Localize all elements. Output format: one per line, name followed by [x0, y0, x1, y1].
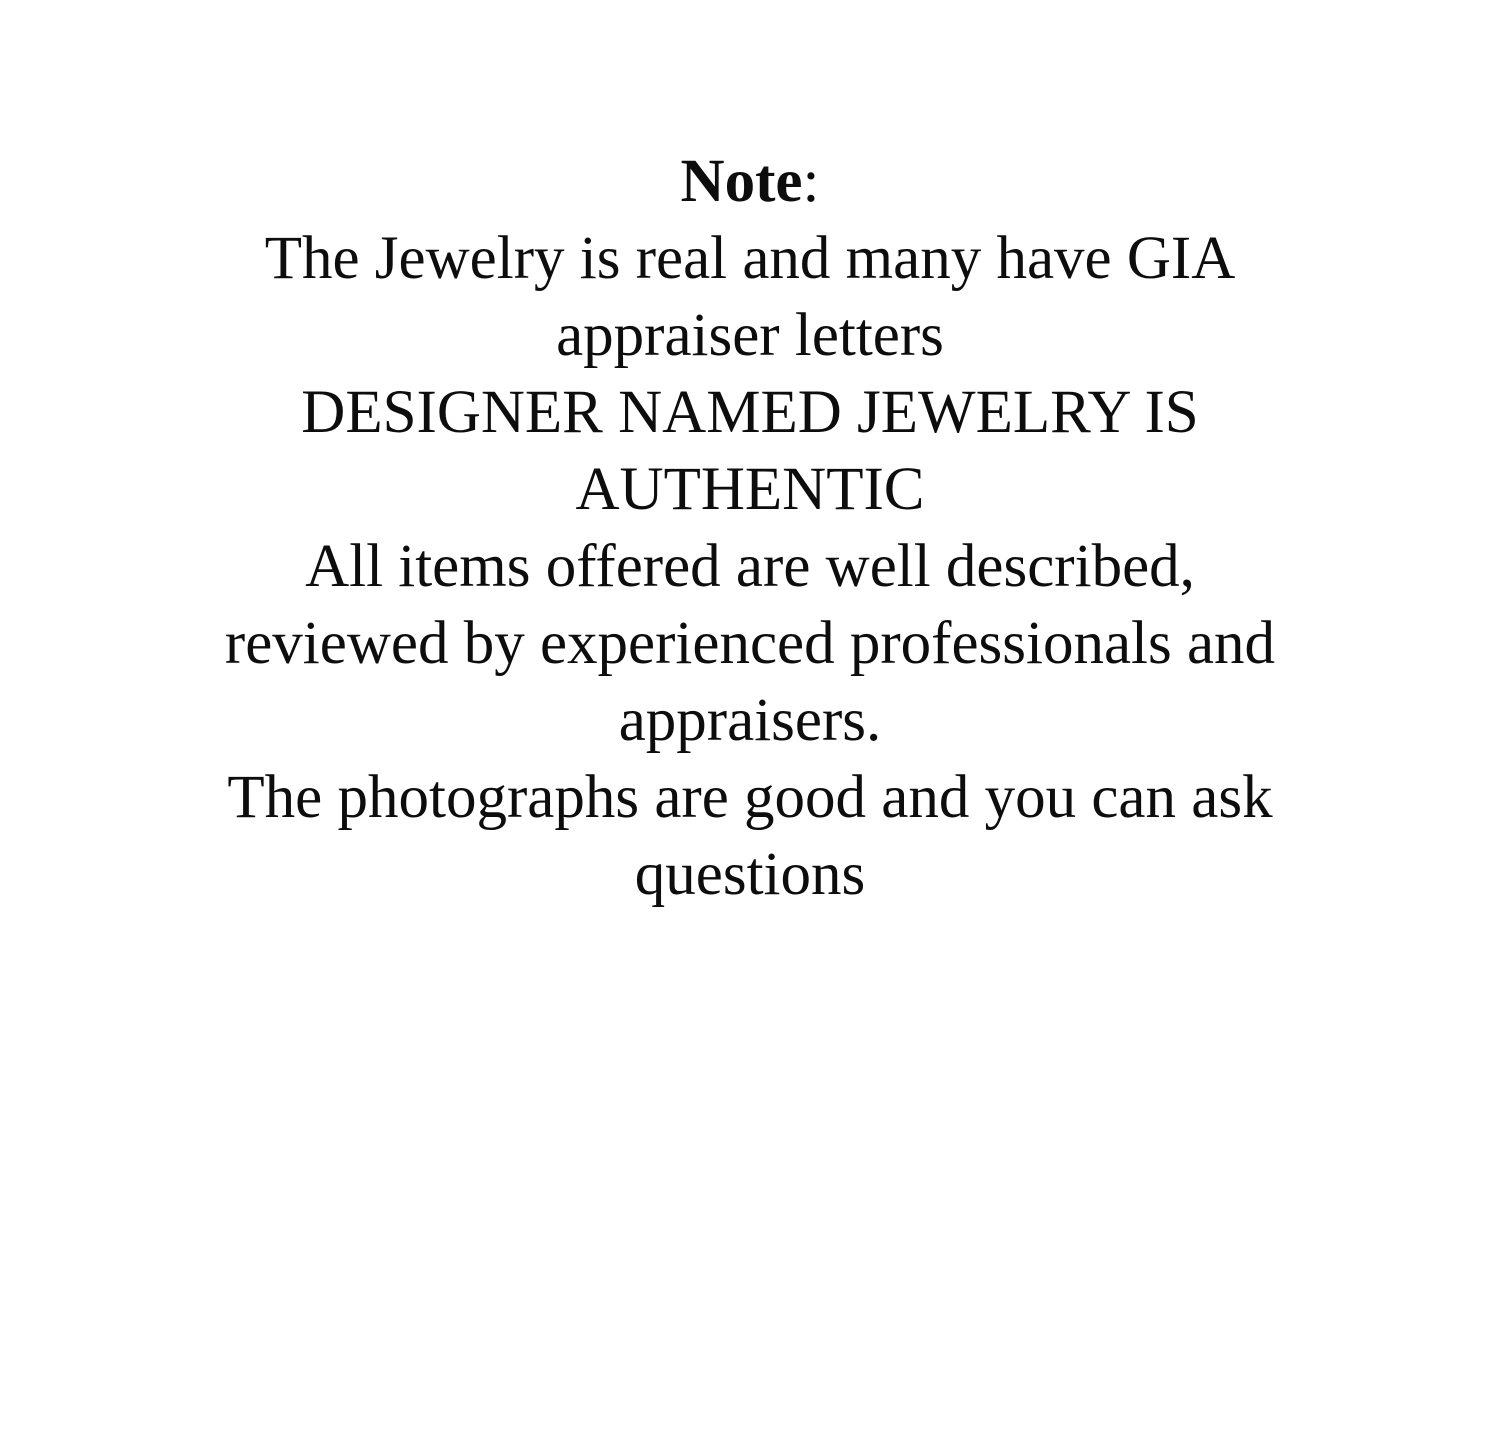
text-line: appraiser letters	[556, 302, 944, 369]
text-line: AUTHENTIC	[575, 456, 925, 523]
note-heading-colon: :	[802, 148, 820, 215]
text-line: The photographs are good and you can ask	[227, 764, 1273, 831]
text-line: The Jewelry is real and many have GIA	[264, 225, 1236, 292]
text-line: appraisers.	[618, 687, 882, 754]
note-heading-word: Note	[680, 148, 803, 215]
note-body	[0, 220, 1500, 913]
text-line: questions	[634, 841, 866, 908]
text-line: All items offered are well described,	[305, 533, 1195, 600]
text-line: DESIGNER NAMED JEWELRY IS	[301, 379, 1199, 446]
note-text-block	[0, 143, 1500, 913]
text-line: reviewed by experienced professionals and	[224, 610, 1276, 677]
note-heading	[0, 143, 1500, 220]
